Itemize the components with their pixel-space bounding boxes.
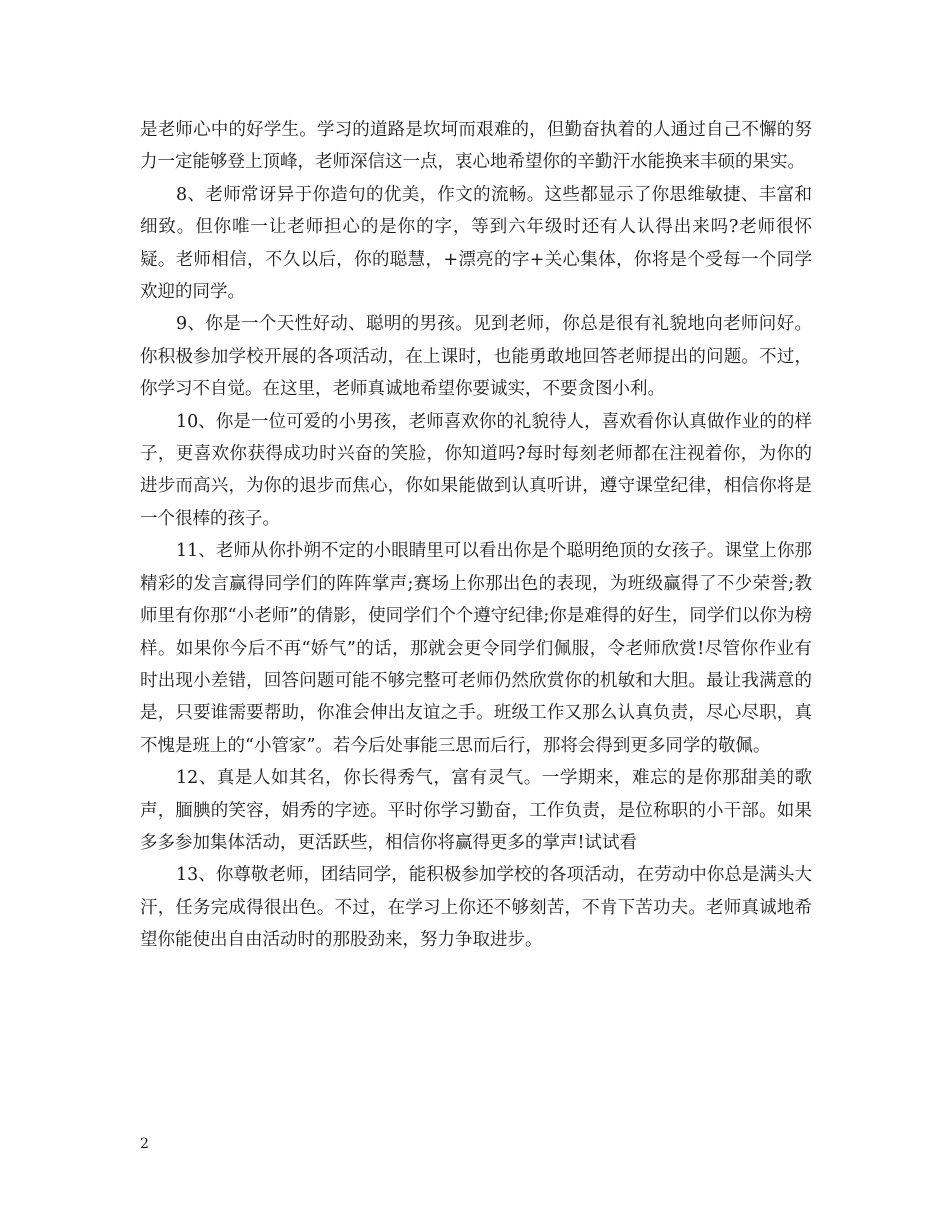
paragraph-8: 8、老师常讶异于你造句的优美，作文的流畅。这些都显示了你思维敏捷、丰富和细致。但你唯一让老师担心的是你的字，等到六年级时还有人认得出来吗?老师很怀疑。老师相信，不久以后，你的聪慧，+漂亮的字+关心集体，你将是个受每一个同学欢迎的同学。 xyxy=(140,184,812,303)
paragraph-12: 12、真是人如其名，你长得秀气，富有灵气。一学期来，难忘的是你那甜美的歌声，腼腆的笑容，娟秀的字迹。平时你学习勤奋，工作负责，是位称职的小干部。如果多多参加集体活动，更活跃些，相信你将赢得更多的掌声!试试看 xyxy=(140,768,812,853)
paragraph-continuation: 是老师心中的好学生。学习的道路是坎坷而艰难的，但勤奋执着的人通过自己不懈的努力一定能够登上顶峰，老师深信这一点，衷心地希望你的辛勤汗水能换来丰硕的果实。 xyxy=(140,120,812,173)
paragraph-10: 10、你是一位可爱的小男孩，老师喜欢你的礼貌待人，喜欢看你认真做作业的的样子，更喜欢你获得成功时兴奋的笑脸，你知道吗?每时每刻老师都在注视着你，为你的进步而高兴，为你的退步而焦心，你如果能做到认真听讲，遵守课堂纪律，相信你将是一个很棒的孩子。 xyxy=(140,411,812,529)
paragraph-13: 13、你尊敬老师，团结同学，能积极参加学校的各项活动，在劳动中你总是满头大汗，任务完成得很出色。不过，在学习上你还不够刻苦，不肯下苦功夫。老师真诚地希望你能使出自由活动时的那股劲来，努力争取进步。 xyxy=(140,865,812,951)
page-number: 2 xyxy=(140,1136,149,1152)
paragraph-11: 11、老师从你扑朔不定的小眼睛里可以看出你是个聪明绝顶的女孩子。课堂上你那精彩的发言赢得同学们的阵阵掌声;赛场上你那出色的表现，为班级赢得了不少荣誉;教师里有你那“小老师”的倩影，使同学们个个遵守纪律;你是难得的好生，同学们以你为榜样。如果你今后不再“娇气”的话，那就会更令同学们佩服，令老师欣赏!尽管你作业有时出现小差错，回答问题可能不够完整可老师仍然欣赏你的机敏和大胆。最让我满意的是，只要谁需要帮助，你准会伸出友谊之手。班级工作又那么认真负责，尽心尽职，真不愧是班上的“小管家”。若今后处事能三思而后行，那将会得到更多同学的敬佩。 xyxy=(140,541,812,756)
paragraph-9: 9、你是一个天性好动、聪明的男孩。见到老师，你总是很有礼貌地向老师问好。你积极参加学校开展的各项活动，在上课时，也能勇敢地回答老师提出的问题。不过，你学习不自觉。在这里，老师真诚地希望你要诚实，不要贪图小利。 xyxy=(140,314,812,400)
document-body xyxy=(140,114,812,957)
